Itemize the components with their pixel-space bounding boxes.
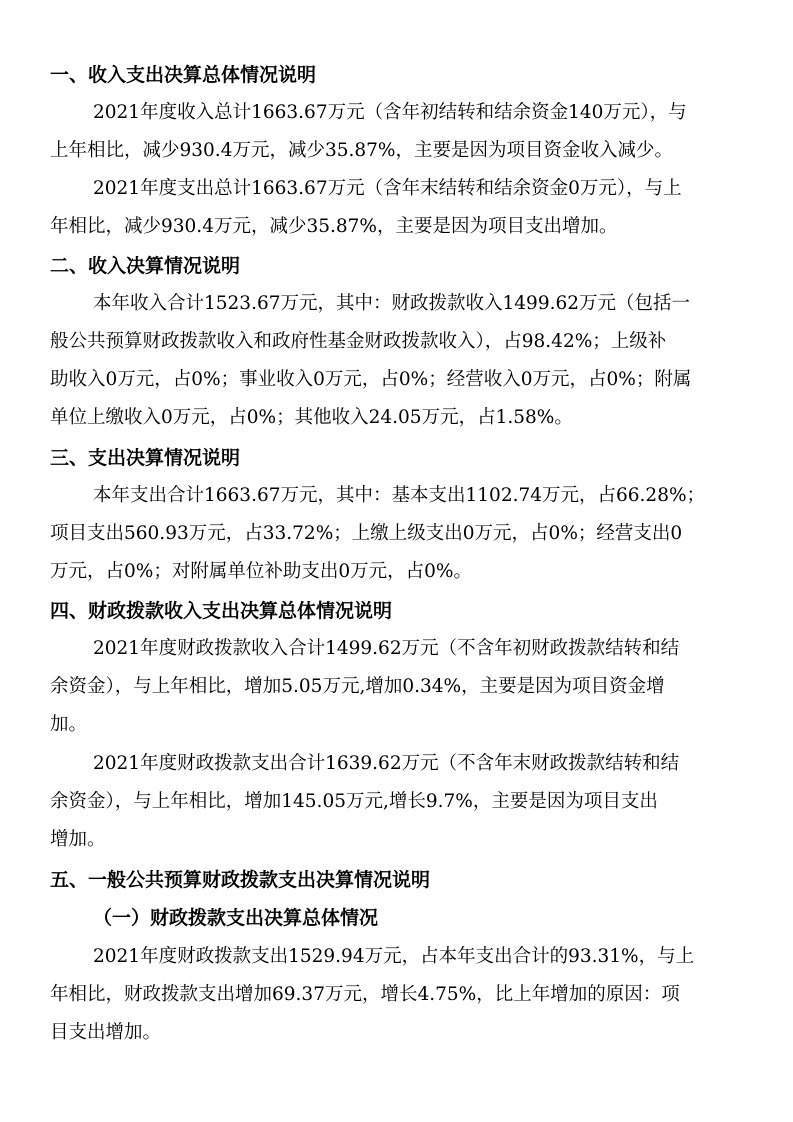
s4-p2-line-1: 2021年度财政拨款支出合计1639.62万元（不含年末财政拨款结转和结	[93, 753, 680, 774]
s4-p1-line-3: 加。	[50, 714, 88, 735]
s2-p1-line-1: 本年收入合计1523.67万元，其中：财政拨款收入1499.62万元（包括一	[93, 293, 691, 314]
s2-p1-line-2: 般公共预算财政拨款收入和政府性基金财政拨款收入），占98.42%；上级补	[50, 331, 667, 352]
s1-p2-line-2: 年相比，减少930.4万元，减少35.87%，主要是因为项目支出增加。	[50, 216, 618, 237]
s5-p1-line-2: 年相比，财政拨款支出增加69.37万元，增长4.75%，比上年增加的原因：项	[50, 984, 680, 1005]
s1-p1-line-1: 2021年度收入总计1663.67万元（含年初结转和结余资金140万元），与	[93, 102, 687, 123]
s5-p1-line-3: 目支出增加。	[50, 1022, 162, 1043]
s2-p1-line-3: 助收入0万元，占0%；事业收入0万元，占0%；经营收入0万元，占0%；附属	[50, 369, 692, 390]
section-2-heading: 二、收入决算情况说明	[50, 255, 241, 277]
section-5-heading: 五、一般公共预算财政拨款支出决算情况说明	[50, 869, 431, 891]
s4-p2-line-2: 余资金），与上年相比，增加145.05万元,增长9.7%，主要是因为项目支出	[50, 791, 658, 812]
s3-p1-line-3: 万元，占0%；对附属单位补助支出0万元，占0%。	[50, 561, 472, 582]
s2-p1-line-4: 单位上缴收入0万元，占0%；其他收入24.05万元，占1.58%。	[50, 407, 573, 428]
s1-p2-line-1: 2021年度支出总计1663.67万元（含年末结转和结余资金0万元），与上	[93, 178, 682, 199]
s4-p1-line-2: 余资金），与上年相比，增加5.05万元,增加0.34%，主要是因为项目资金增	[50, 676, 665, 697]
s3-p1-line-1: 本年支出合计1663.67万元，其中：基本支出1102.74万元，占66.28%；	[93, 485, 706, 506]
s5-p1-line-1: 2021年度财政拨款支出1529.94万元，占本年支出合计的93.31%，与上	[93, 946, 695, 967]
section-3-heading: 三、支出决算情况说明	[50, 447, 241, 469]
s4-p1-line-1: 2021年度财政拨款收入合计1499.62万元（不含年初财政拨款结转和结	[93, 638, 680, 659]
s3-p1-line-2: 项目支出560.93万元，占33.72%；上缴上级支出0万元，占0%；经营支出0	[50, 523, 683, 544]
s4-p2-line-3: 增加。	[50, 829, 106, 850]
section-4-heading: 四、财政拨款收入支出决算总体情况说明	[50, 600, 393, 622]
s1-p1-line-2: 上年相比，减少930.4万元，减少35.87%，主要是因为项目资金收入减少。	[50, 140, 674, 161]
section-1-heading: 一、收入支出决算总体情况说明	[50, 64, 317, 86]
section-5-sub-heading: （一）财政拨款支出决算总体情况	[93, 907, 379, 929]
